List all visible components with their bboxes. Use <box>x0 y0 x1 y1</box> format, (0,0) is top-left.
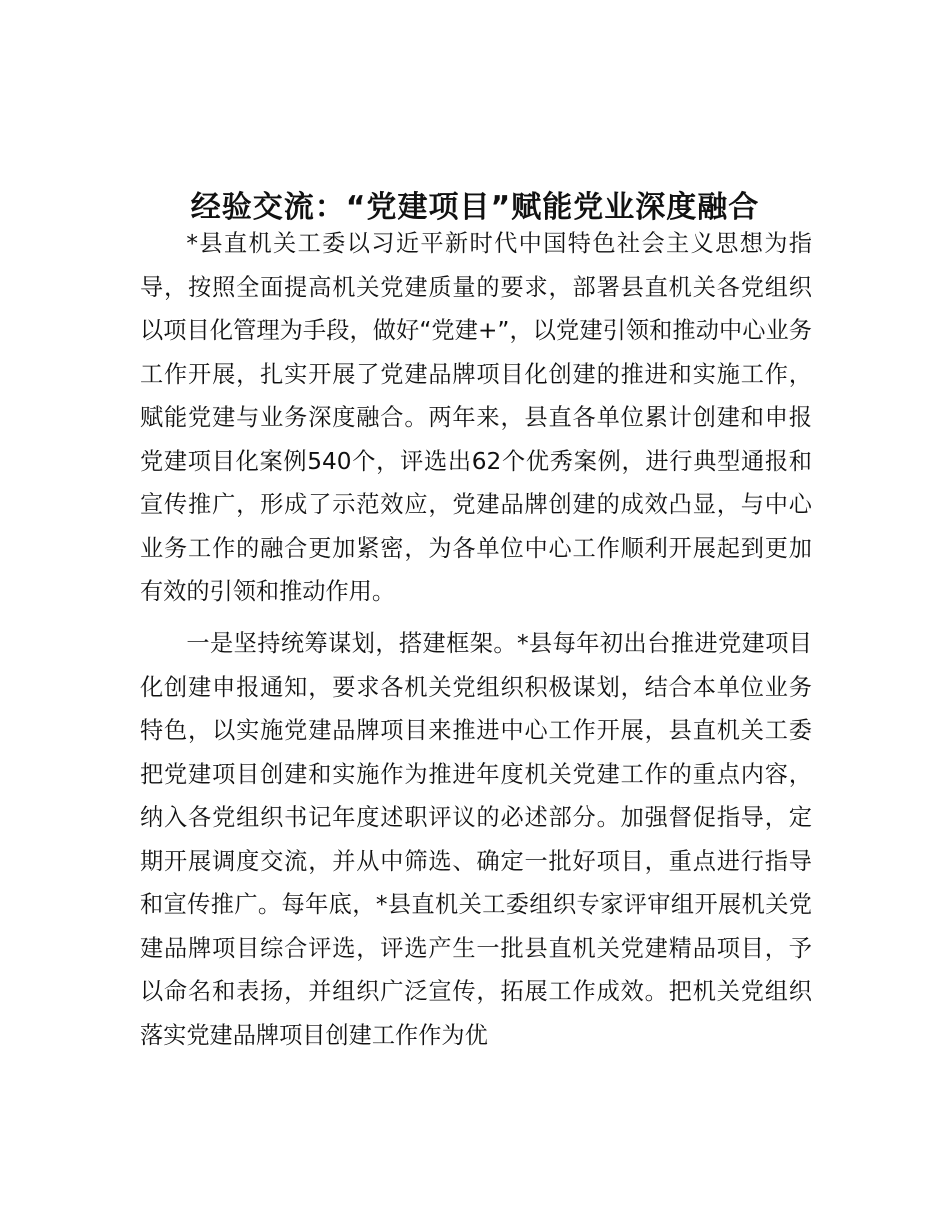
document-title: 经验交流：“党建项目”赋能党业深度融合 <box>190 190 760 226</box>
paragraph-planning: 一是坚持统筹谋划，搭建框架。*县每年初出台推进党建项目化创建申报通知，要求各机关党组织积极谋划，结合本单位业务特色，以实施党建品牌项目来推进中心工作开展，县直机关工委把党建项目创建和实施作为推进年度机关党建工作的重点内容，纳入各党组织书记年度述职评议的必述部分。加强督促指导，定期开展调度交流，并从中筛选、确定一批好项目，重点进行指导和宣传推广。每年底，*县直机关工委组织专家评审组开展机关党建品牌项目综合评选，评选产生一批县直机关党建精品项目，予以命名和表扬，并组织广泛宣传，拓展工作成效。把机关党组织落实党建品牌项目创建工作作为优 <box>140 630 812 1049</box>
paragraph-intro: *县直机关工委以习近平新时代中国特色社会主义思想为指导，按照全面提高机关党建质量的要求，部署县直机关各党组织以项目化管理为手段，做好“党建+”，以党建引领和推动中心业务工作开展，扎实开展了党建品牌项目化创建的推进和实施工作，赋能党建与业务深度融合。两年来，县直各单位累计创建和申报党建项目化案例540个，评选出62个优秀案例，进行典型通报和宣传推广，形成了示范效应，党建品牌创建的成效凸显，与中心业务工作的融合更加紧密，为各单位中心工作顺利开展起到更加有效的引领和推动作用。 <box>140 230 812 605</box>
